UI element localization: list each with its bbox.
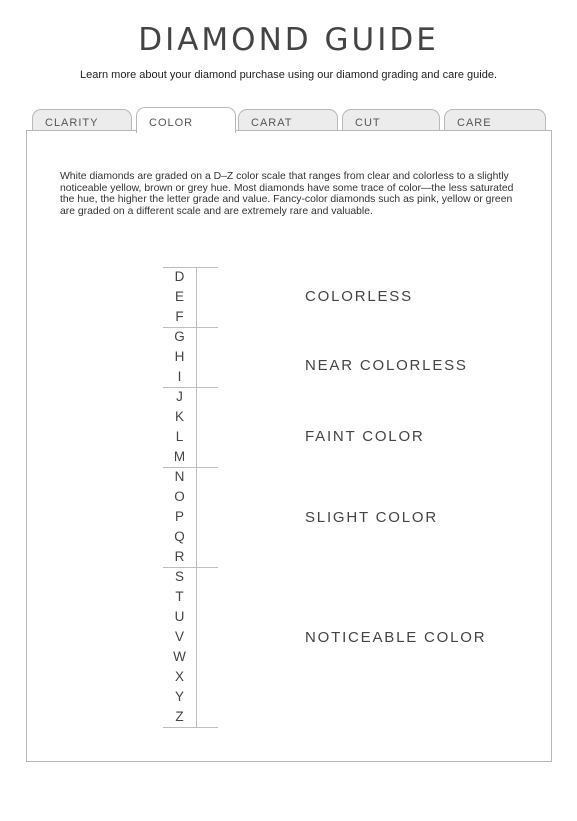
group-label-near-colorless: NEAR COLORLESS (305, 357, 468, 374)
grade-letter: N (163, 467, 197, 487)
grade-letter: J (163, 387, 197, 407)
page-subtitle: Learn more about your diamond purchase using our diamond grading and care guide. (79, 69, 498, 81)
tab-carat[interactable]: CARAT (238, 109, 338, 131)
grade-letter: Z (163, 707, 197, 727)
tab-cut[interactable]: CUT (342, 109, 440, 131)
grade-letter: F (163, 307, 197, 327)
color-description: White diamonds are graded on a D–Z color scale that ranges from clear and colorless to a slightly noticeable yellow, brown or grey hue. Most diamonds have some trace of color—the less saturated the hue, the higher the letter grade and value. Fancy-color diamonds such as pink, yellow or green are graded on a different scale and are extremely rare and valuable. (60, 171, 514, 217)
guide-tabs (30, 107, 550, 131)
tab-care[interactable]: CARE (444, 109, 546, 131)
tab-color[interactable]: COLOR (136, 107, 236, 133)
grade-letter: S (163, 567, 197, 587)
scale-divider (163, 467, 218, 468)
scale-divider (163, 387, 218, 388)
grade-letter: V (163, 627, 197, 647)
scale-divider (163, 267, 218, 268)
grade-letter: K (163, 407, 197, 427)
grade-letter: L (163, 427, 197, 447)
grade-letter: H (163, 347, 197, 367)
grade-letter: D (163, 267, 197, 287)
grade-letter: P (163, 507, 197, 527)
grade-letter: M (163, 447, 197, 467)
grade-letter: U (163, 607, 197, 627)
tab-clarity[interactable]: CLARITY (32, 109, 132, 131)
grade-letter: G (163, 327, 197, 347)
grade-letter: Y (163, 687, 197, 707)
group-label-noticeable-color: NOTICEABLE COLOR (305, 629, 487, 646)
scale-divider (163, 727, 218, 728)
group-label-faint-color: FAINT COLOR (305, 428, 425, 445)
grade-letter: T (163, 587, 197, 607)
grade-letter: X (163, 667, 197, 687)
color-panel (26, 130, 552, 762)
scale-divider (163, 327, 218, 328)
grade-letter: I (163, 367, 197, 387)
grade-letter: O (163, 487, 197, 507)
group-label-slight-color: SLIGHT COLOR (305, 509, 439, 526)
grade-letter: Q (163, 527, 197, 547)
grade-letter: W (163, 647, 197, 667)
scale-divider (163, 567, 218, 568)
group-label-colorless: COLORLESS (305, 288, 413, 305)
grade-letter: R (163, 547, 197, 567)
page-title: DIAMOND GUIDE (138, 22, 439, 58)
grade-letter: E (163, 287, 197, 307)
